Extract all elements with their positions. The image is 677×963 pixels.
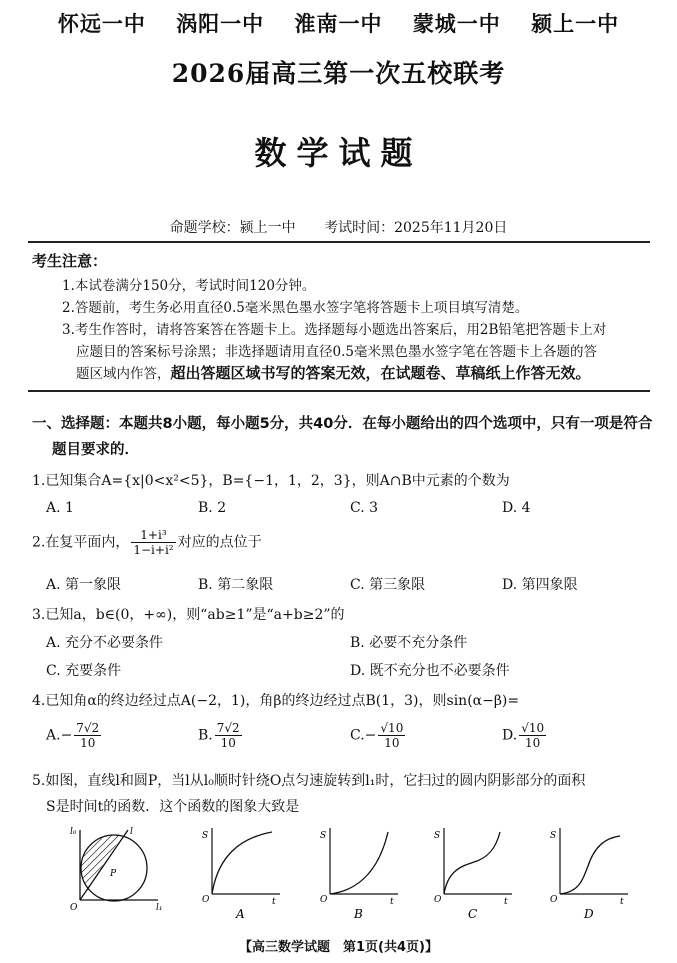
curve-b: [330, 832, 388, 894]
q4-c-den: 10: [384, 736, 400, 750]
q4-a-fraction: [74, 721, 101, 750]
graph-c-label: C: [468, 907, 478, 921]
exam-time: 考试时间：2025年11月20日: [324, 220, 508, 236]
q5-graph-a: [200, 826, 282, 922]
q2-option-d: D. 第四象限: [502, 577, 578, 593]
top-rule: [28, 241, 650, 243]
q4-b-fraction: [215, 721, 242, 750]
q1-option-a: A. 1: [46, 500, 74, 516]
q4-a-label: A.: [46, 727, 61, 744]
question-3-stem: 3.已知a，b∈(0，+∞)，则“ab≥1”是“a+b≥2”的: [32, 607, 345, 623]
exam-title: 2026届高三第一次五校联考: [171, 59, 506, 88]
school-name: 怀远一中: [57, 11, 146, 36]
q3-option-b: B. 必要不充分条件: [350, 635, 468, 651]
notice-item: [76, 362, 591, 383]
axis-t-label: t: [390, 897, 394, 907]
subject-title: 数学试题: [254, 134, 423, 172]
label-o: O: [70, 903, 78, 913]
q4-d-num: √10: [521, 721, 545, 735]
origin-label: O: [550, 895, 558, 905]
question-2-stem: [32, 528, 262, 557]
question-1-stem: 1.已知集合A={x|0<x²<5}，B={−1，1，2，3}，则A∩B中元素的个数为: [32, 473, 510, 489]
notice-item: 2.答题前，考生务必用直径0.5毫米黑色墨水签字笔将答题卡上项目填写清楚。: [62, 300, 529, 316]
q4-d-den: 10: [525, 736, 541, 750]
notice-emphasis: 超出答题区域书写的答案无效，在试题卷、草稿纸上作答无效。: [170, 364, 591, 382]
question-5-stem: 5.如图，直线l和圆P，当l从l₀顺时针绕O点匀速旋转到l₁时，它扫过的圆内阴影部分的面积: [32, 773, 586, 789]
q4-c-fraction: [378, 721, 405, 750]
notice-title: 考生注意：: [32, 252, 108, 270]
axis-t-label: t: [620, 897, 624, 907]
q5-graph-b: [318, 826, 400, 922]
label-l0: l₀: [70, 827, 77, 837]
q4-c-num: √10: [380, 721, 404, 735]
school-name: 颍上一中: [531, 11, 620, 36]
curve-c: [444, 832, 500, 894]
section-heading: 一、选择题：本题共8小题，每小题5分，共40分．在每小题给出的四个选项中，只有一项是符合: [32, 416, 653, 432]
q2-stem-post: 对应的点位于: [177, 534, 262, 551]
axis-s-label: S: [202, 831, 209, 841]
question-4-stem: 4.已知角α的终边经过点A(−2，1)，角β的终边经过点B(1，3)，则sin(α−β)=: [32, 693, 520, 709]
origin-label: O: [434, 895, 442, 905]
origin-label: O: [320, 895, 328, 905]
q4-b-den: 10: [220, 736, 236, 750]
axis-s-label: S: [434, 831, 441, 841]
label-p: P: [110, 869, 117, 879]
school-name: 淮南一中: [294, 11, 383, 36]
graph-d-label: D: [584, 907, 594, 921]
graph-a-label: A: [236, 907, 245, 921]
q4-option-c: [350, 721, 407, 750]
school-list: [0, 8, 677, 38]
q4-b-label: B.: [198, 727, 213, 744]
notice-item-text: 题区域内作答，: [76, 366, 171, 382]
q1-option-b: B. 2: [198, 500, 227, 516]
label-l1: l₁: [156, 903, 163, 913]
origin-label: O: [202, 895, 210, 905]
q4-d-label: D.: [502, 727, 518, 744]
axis-s-label: S: [320, 831, 327, 841]
q5-graph-d: [548, 826, 630, 922]
q4-option-d: [502, 721, 548, 750]
q2-fraction: [131, 528, 175, 557]
exam-meta: [0, 217, 677, 237]
q3-option-a: A. 充分不必要条件: [46, 635, 164, 651]
q4-d-fraction: [519, 721, 546, 750]
q2-numerator: 1+i³: [131, 528, 175, 543]
q2-option-a: A. 第一象限: [46, 577, 122, 593]
school-name: 蒙城一中: [412, 11, 501, 36]
question-5-stem-cont: S是时间t的函数．这个函数的图象大致是: [46, 799, 300, 815]
q3-option-c: C. 充要条件: [46, 663, 122, 679]
notice-item: 1.本试卷满分150分，考试时间120分钟。: [62, 278, 316, 294]
q4-a-den: 10: [80, 736, 96, 750]
school-name: 涡阳一中: [176, 11, 265, 36]
q3-option-d: D. 既不充分也不必要条件: [350, 663, 510, 679]
q4-b-num: 7√2: [216, 721, 240, 735]
section-heading-cont: 题目要求的．: [52, 442, 139, 458]
curve-a: [212, 832, 272, 894]
q2-stem-pre: 2.在复平面内，: [32, 534, 130, 551]
q5-graph-c: [432, 826, 514, 922]
q4-a-sign: −: [60, 727, 73, 744]
q1-option-c: C. 3: [350, 500, 379, 516]
axis-t-label: t: [272, 897, 276, 907]
q4-a-num: 7√2: [76, 721, 100, 735]
axis-t-label: t: [504, 897, 508, 907]
axis-s-label: S: [550, 831, 557, 841]
q2-option-c: C. 第三象限: [350, 577, 426, 593]
q4-c-label: C.: [350, 727, 365, 744]
label-l: l: [130, 827, 133, 837]
q4-c-sign: −: [364, 727, 377, 744]
q2-denominator: 1−i+i²: [133, 543, 174, 557]
q4-option-b: [198, 721, 244, 750]
setter-school: 命题学校：颍上一中: [169, 220, 296, 236]
graph-b-label: B: [354, 907, 363, 921]
notice-item: 应题目的答案标号涂黑；非选择题请用直径0.5毫米黑色墨水签字笔在答题卡上各题的答: [76, 344, 597, 360]
page-footer: 【高三数学试题 第1页(共4页)】: [239, 940, 438, 955]
q2-option-b: B. 第二象限: [198, 577, 274, 593]
notice-rule: [28, 390, 650, 392]
q4-option-a: [46, 721, 103, 750]
notice-item: 3.考生作答时，请将答案答在答题卡上。选择题每小题选出答案后，用2B铅笔把答题卡上对: [62, 322, 607, 338]
curve-d: [560, 836, 620, 894]
q1-option-d: D. 4: [502, 500, 531, 516]
q5-circle-figure: [66, 824, 176, 916]
